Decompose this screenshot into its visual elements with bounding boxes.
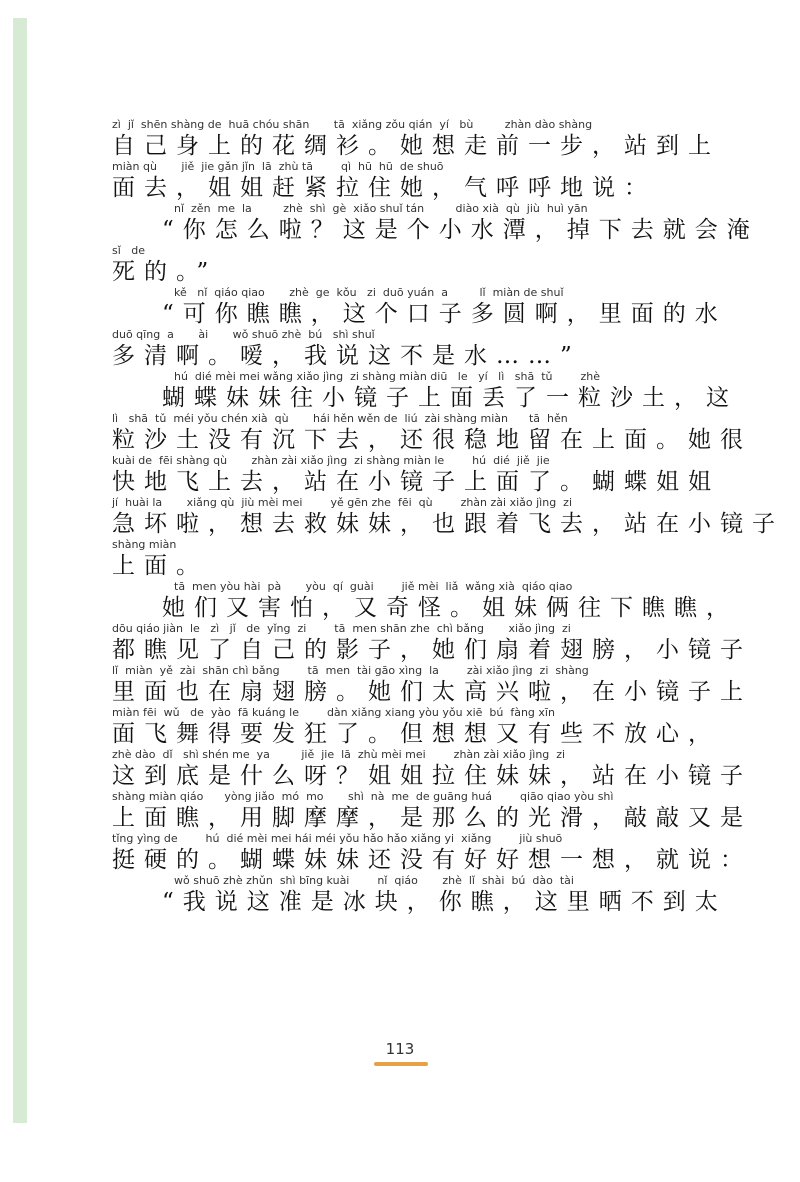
pinyin-line: duō qīng a ài wǒ shuō zhè bú shì shuǐ: [112, 328, 375, 341]
text-line: [112, 118, 720, 160]
hanzi-line: 多清啊。嗳，我说这不是水……”: [112, 343, 581, 369]
hanzi-line: 蝴蝶妹妹往小镜子上面丢了一粒沙土，这: [162, 385, 738, 411]
hanzi-line: 这到底是什么呀？姐姐拉住妹妹，站在小镜子: [112, 763, 752, 789]
pinyin-line: sǐ de: [112, 244, 146, 257]
pinyin-line: jí huài la xiǎng qù jiù mèi mei yě gēn zhe fēi qù zhàn zài xiǎo jìng zi: [112, 496, 573, 509]
pinyin-line: shàng miàn: [112, 538, 177, 551]
text-line: [112, 454, 720, 496]
text-line: [112, 622, 752, 664]
text-line: [112, 202, 759, 244]
text-line: [112, 874, 727, 916]
text-line: [112, 286, 727, 328]
pinyin-line: miàn qù jiě jie gǎn jǐn lā zhù tā qì hū hū de shuō: [112, 160, 444, 173]
text-line: [112, 748, 752, 790]
text-line: [112, 706, 720, 748]
hanzi-line: 急坏啦，想去救妹妹，也跟着飞去，站在小镜子: [112, 511, 784, 537]
text-line: [112, 328, 692, 370]
text-line: [112, 244, 692, 286]
pinyin-line: zhè dào dǐ shì shén me ya jiě jie lā zhù mèi mei zhàn zài xiǎo jìng zi: [112, 748, 566, 761]
text-body: [112, 118, 784, 916]
hanzi-line: 上面瞧，用脚摩摩，是那么的光滑，敲敲又是: [112, 805, 752, 831]
hanzi-line: 快地飞上去，站在小镜子上面了。蝴蝶姐姐: [112, 469, 720, 495]
hanzi-line: “可你瞧瞧，这个口子多圆啊，里面的水: [162, 301, 727, 327]
pinyin-line: zì jǐ shēn shàng de huā chóu shān tā xiǎng zǒu qián yí bù zhàn dào shàng: [112, 118, 593, 131]
side-band: [13, 18, 27, 1123]
pinyin-line: tā men yòu hài pà yòu qí guài jiě mèi liǎ wǎng xià qiáo qiao: [174, 580, 573, 593]
hanzi-line: 都瞧见了自己的影子，她们扇着翅膀，小镜子: [112, 637, 752, 663]
text-line: [112, 580, 738, 622]
hanzi-line: 她们又害怕，又奇怪。姐妹俩往下瞧瞧，: [162, 595, 738, 621]
pinyin-line: dōu qiáo jiàn le zì jǐ de yǐng zi tā men shān zhe chì bǎng xiǎo jìng zi: [112, 622, 571, 635]
hanzi-line: “你怎么啦？这是个小水潭，掉下去就会淹: [162, 217, 759, 243]
page-number: 113: [385, 1040, 415, 1058]
text-line: [112, 832, 752, 874]
hanzi-line: 粒沙土没有沉下去，还很稳地留在上面。她很: [112, 427, 752, 453]
pinyin-line: miàn fēi wǔ de yào fā kuáng le dàn xiǎng xiang yòu yǒu xiē bú fàng xīn: [112, 706, 555, 719]
pinyin-line: wǒ shuō zhè zhǔn shì bīng kuài nǐ qiáo zhè lǐ shài bú dào tài: [174, 874, 574, 887]
hanzi-line: 挺硬的。蝴蝶妹妹还没有好好想一想，就说：: [112, 847, 752, 873]
pinyin-line: shàng miàn qiáo yòng jiǎo mó mo shì nà me de guāng huá qiāo qiao yòu shì: [112, 790, 614, 803]
hanzi-line: 面飞舞得要发狂了。但想想又有些不放心，: [112, 721, 720, 747]
hanzi-line: “我说这准是冰块，你瞧，这里晒不到太: [162, 889, 727, 915]
hanzi-line: 里面也在扇翅膀。她们太高兴啦，在小镜子上: [112, 679, 752, 705]
hanzi-line: 自己身上的花绸衫。她想走前一步，站到上: [112, 133, 720, 159]
pinyin-line: hú dié mèi mei wǎng xiǎo jìng zi shàng miàn diū le yí lì shā tǔ zhè: [174, 370, 600, 383]
text-line: [112, 790, 752, 832]
text-line: [112, 664, 752, 706]
pinyin-line: lǐ miàn yě zài shān chì bǎng tā men tài gāo xìng la zài xiǎo jìng zi shàng: [112, 664, 589, 677]
pinyin-line: tǐng yìng de hú dié mèi mei hái méi yǒu hǎo hǎo xiǎng yi xiǎng jiù shuō: [112, 832, 563, 845]
text-line: [112, 538, 692, 580]
text-line: [112, 370, 738, 412]
hanzi-line: 面去，姐姐赶紧拉住她，气呼呼地说：: [112, 175, 656, 201]
pinyin-line: kuài de fēi shàng qù zhàn zài xiǎo jìng zi shàng miàn le hú dié jiě jie: [112, 454, 550, 467]
hanzi-line: 死的。”: [112, 259, 218, 285]
hanzi-line: 上面。: [112, 553, 208, 579]
page-number-underline: [374, 1062, 428, 1066]
text-line: [112, 160, 692, 202]
pinyin-line: kě nǐ qiáo qiao zhè ge kǒu zi duō yuán a lǐ miàn de shuǐ: [174, 286, 564, 299]
pinyin-line: lì shā tǔ méi yǒu chén xià qù hái hěn wěn de liú zài shàng miàn tā hěn: [112, 412, 568, 425]
text-line: [112, 412, 752, 454]
text-line: [112, 496, 784, 538]
pinyin-line: nǐ zěn me la zhè shì gè xiǎo shuǐ tán diào xià qù jiù huì yān: [174, 202, 588, 215]
